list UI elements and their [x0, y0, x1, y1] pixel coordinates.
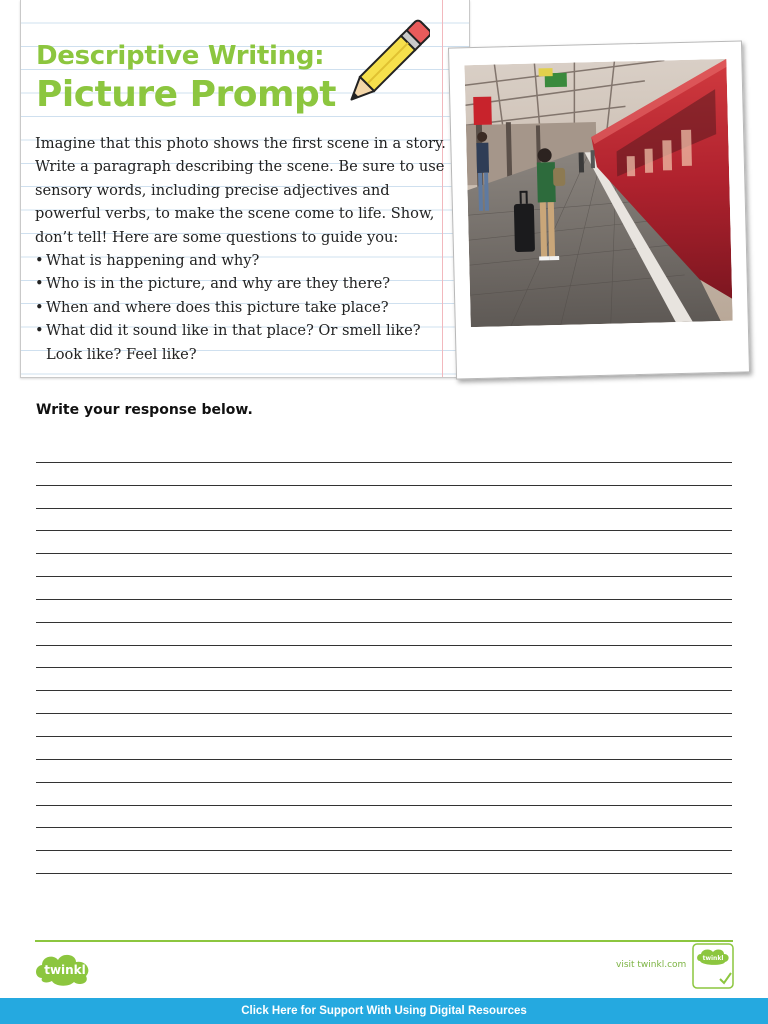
writing-line[interactable] — [36, 600, 732, 623]
quality-badge-icon — [692, 943, 734, 989]
pencil-icon — [338, 18, 430, 116]
writing-line[interactable] — [36, 783, 732, 806]
writing-line[interactable] — [36, 531, 732, 554]
twinkl-logo[interactable] — [34, 948, 96, 988]
visit-link[interactable]: visit twinkl.com — [616, 960, 687, 970]
response-label: Write your response below. — [36, 402, 253, 418]
question-item: • What did it sound like in that place? Or smell like? Look like? Feel like? — [35, 319, 447, 366]
writing-lines[interactable] — [36, 440, 732, 874]
writing-line[interactable] — [36, 668, 732, 691]
page-title: Picture Prompt — [36, 74, 336, 115]
question-item: • What is happening and why? — [35, 249, 447, 272]
twinkl-logo-text: twinkl — [44, 963, 86, 977]
writing-line[interactable] — [36, 737, 732, 760]
writing-line[interactable] — [36, 577, 732, 600]
guiding-questions — [35, 249, 447, 366]
writing-line[interactable] — [36, 806, 732, 829]
photo-frame — [448, 40, 750, 379]
title-line-1: Descriptive Writing: — [36, 41, 325, 71]
prompt-intro: Imagine that this photo shows the first scene in a story. Write a paragraph describing the scene. Be sure to use sensory words, including precise adjectives and powerful verbs, to make the scene come to life. Show, don’t tell! Here are some questions to guide you: — [35, 135, 446, 246]
support-link-bar[interactable]: Click Here for Support With Using Digital Resources — [0, 998, 768, 1024]
writing-line[interactable] — [36, 646, 732, 669]
footer-divider — [35, 940, 733, 942]
writing-line[interactable] — [36, 691, 732, 714]
writing-line[interactable] — [36, 440, 732, 463]
writing-line[interactable] — [36, 554, 732, 577]
writing-line[interactable] — [36, 463, 732, 486]
question-item: • When and where does this picture take place? — [35, 296, 447, 319]
writing-line[interactable] — [36, 828, 732, 851]
writing-line[interactable] — [36, 623, 732, 646]
writing-line[interactable] — [36, 760, 732, 783]
writing-line[interactable] — [36, 714, 732, 737]
writing-line[interactable] — [36, 486, 732, 509]
writing-line[interactable] — [36, 851, 732, 874]
train-station-photo — [464, 59, 732, 327]
writing-line[interactable] — [36, 509, 732, 532]
question-item: • Who is in the picture, and why are they there? — [35, 272, 447, 295]
quality-badge-text: twinkl — [702, 955, 724, 962]
